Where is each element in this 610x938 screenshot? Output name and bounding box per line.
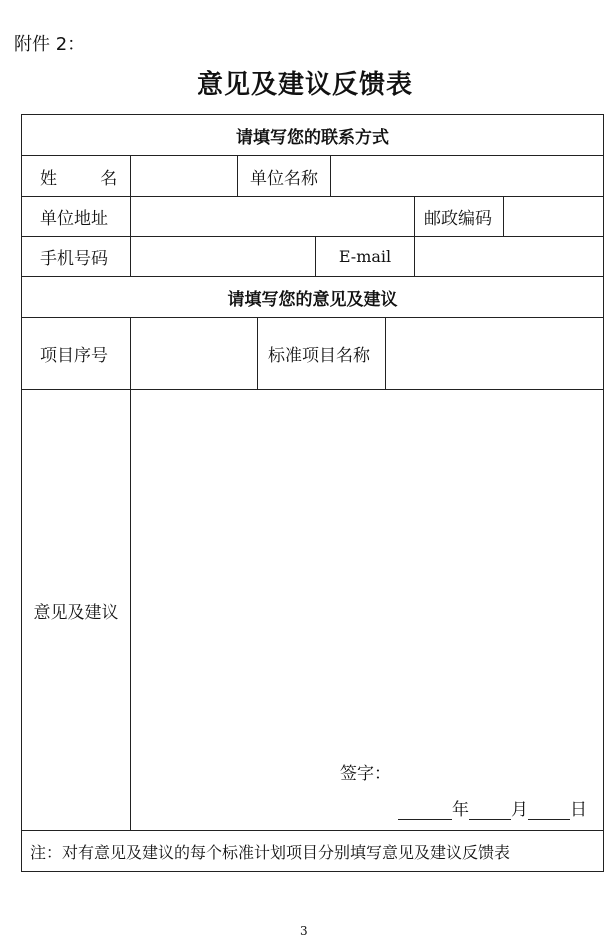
unit-name-field[interactable] (331, 156, 603, 196)
column-divider (257, 317, 258, 389)
unit-address-label: 单位地址 (40, 209, 108, 229)
day-label: 日 (570, 800, 587, 820)
year-label: 年 (452, 800, 469, 820)
month-label: 月 (511, 800, 528, 820)
page-number: 3 (300, 924, 308, 938)
item-number-label: 项目序号 (40, 346, 108, 366)
contact-section-header: 请填写您的联系方式 (236, 127, 389, 148)
mobile-label: 手机号码 (40, 249, 108, 269)
column-divider (237, 155, 238, 196)
opinion-label: 意见及建议 (33, 602, 119, 623)
postcode-label: 邮政编码 (424, 209, 492, 229)
standard-name-field[interactable] (386, 318, 603, 389)
unit-address-field[interactable] (131, 197, 414, 236)
postcode-field[interactable] (504, 197, 603, 236)
attachment-label: 附件 2： (14, 34, 86, 55)
footnote: 注：对有意见及建议的每个标准计划项目分别填写意见及建议反馈表 (30, 842, 511, 862)
item-number-field[interactable] (131, 318, 257, 389)
standard-name-label: 标准项目名称 (268, 346, 370, 366)
year-blank[interactable] (398, 801, 452, 820)
month-blank[interactable] (469, 801, 511, 820)
table-border-bottom (21, 871, 604, 872)
day-blank[interactable] (528, 801, 570, 820)
email-field[interactable] (415, 237, 603, 276)
column-divider (414, 196, 415, 236)
name-label: 姓 名 (40, 168, 118, 189)
form-title: 意见及建议反馈表 (196, 70, 413, 100)
date-line (398, 798, 587, 820)
email-label: E-mail (338, 247, 392, 266)
table-border-right (603, 114, 604, 872)
mobile-field[interactable] (131, 237, 315, 276)
signature-label: 签字： (340, 764, 391, 784)
name-field[interactable] (131, 156, 237, 196)
opinion-section-header: 请填写您的意见及建议 (227, 289, 398, 310)
unit-name-label: 单位名称 (250, 168, 318, 189)
